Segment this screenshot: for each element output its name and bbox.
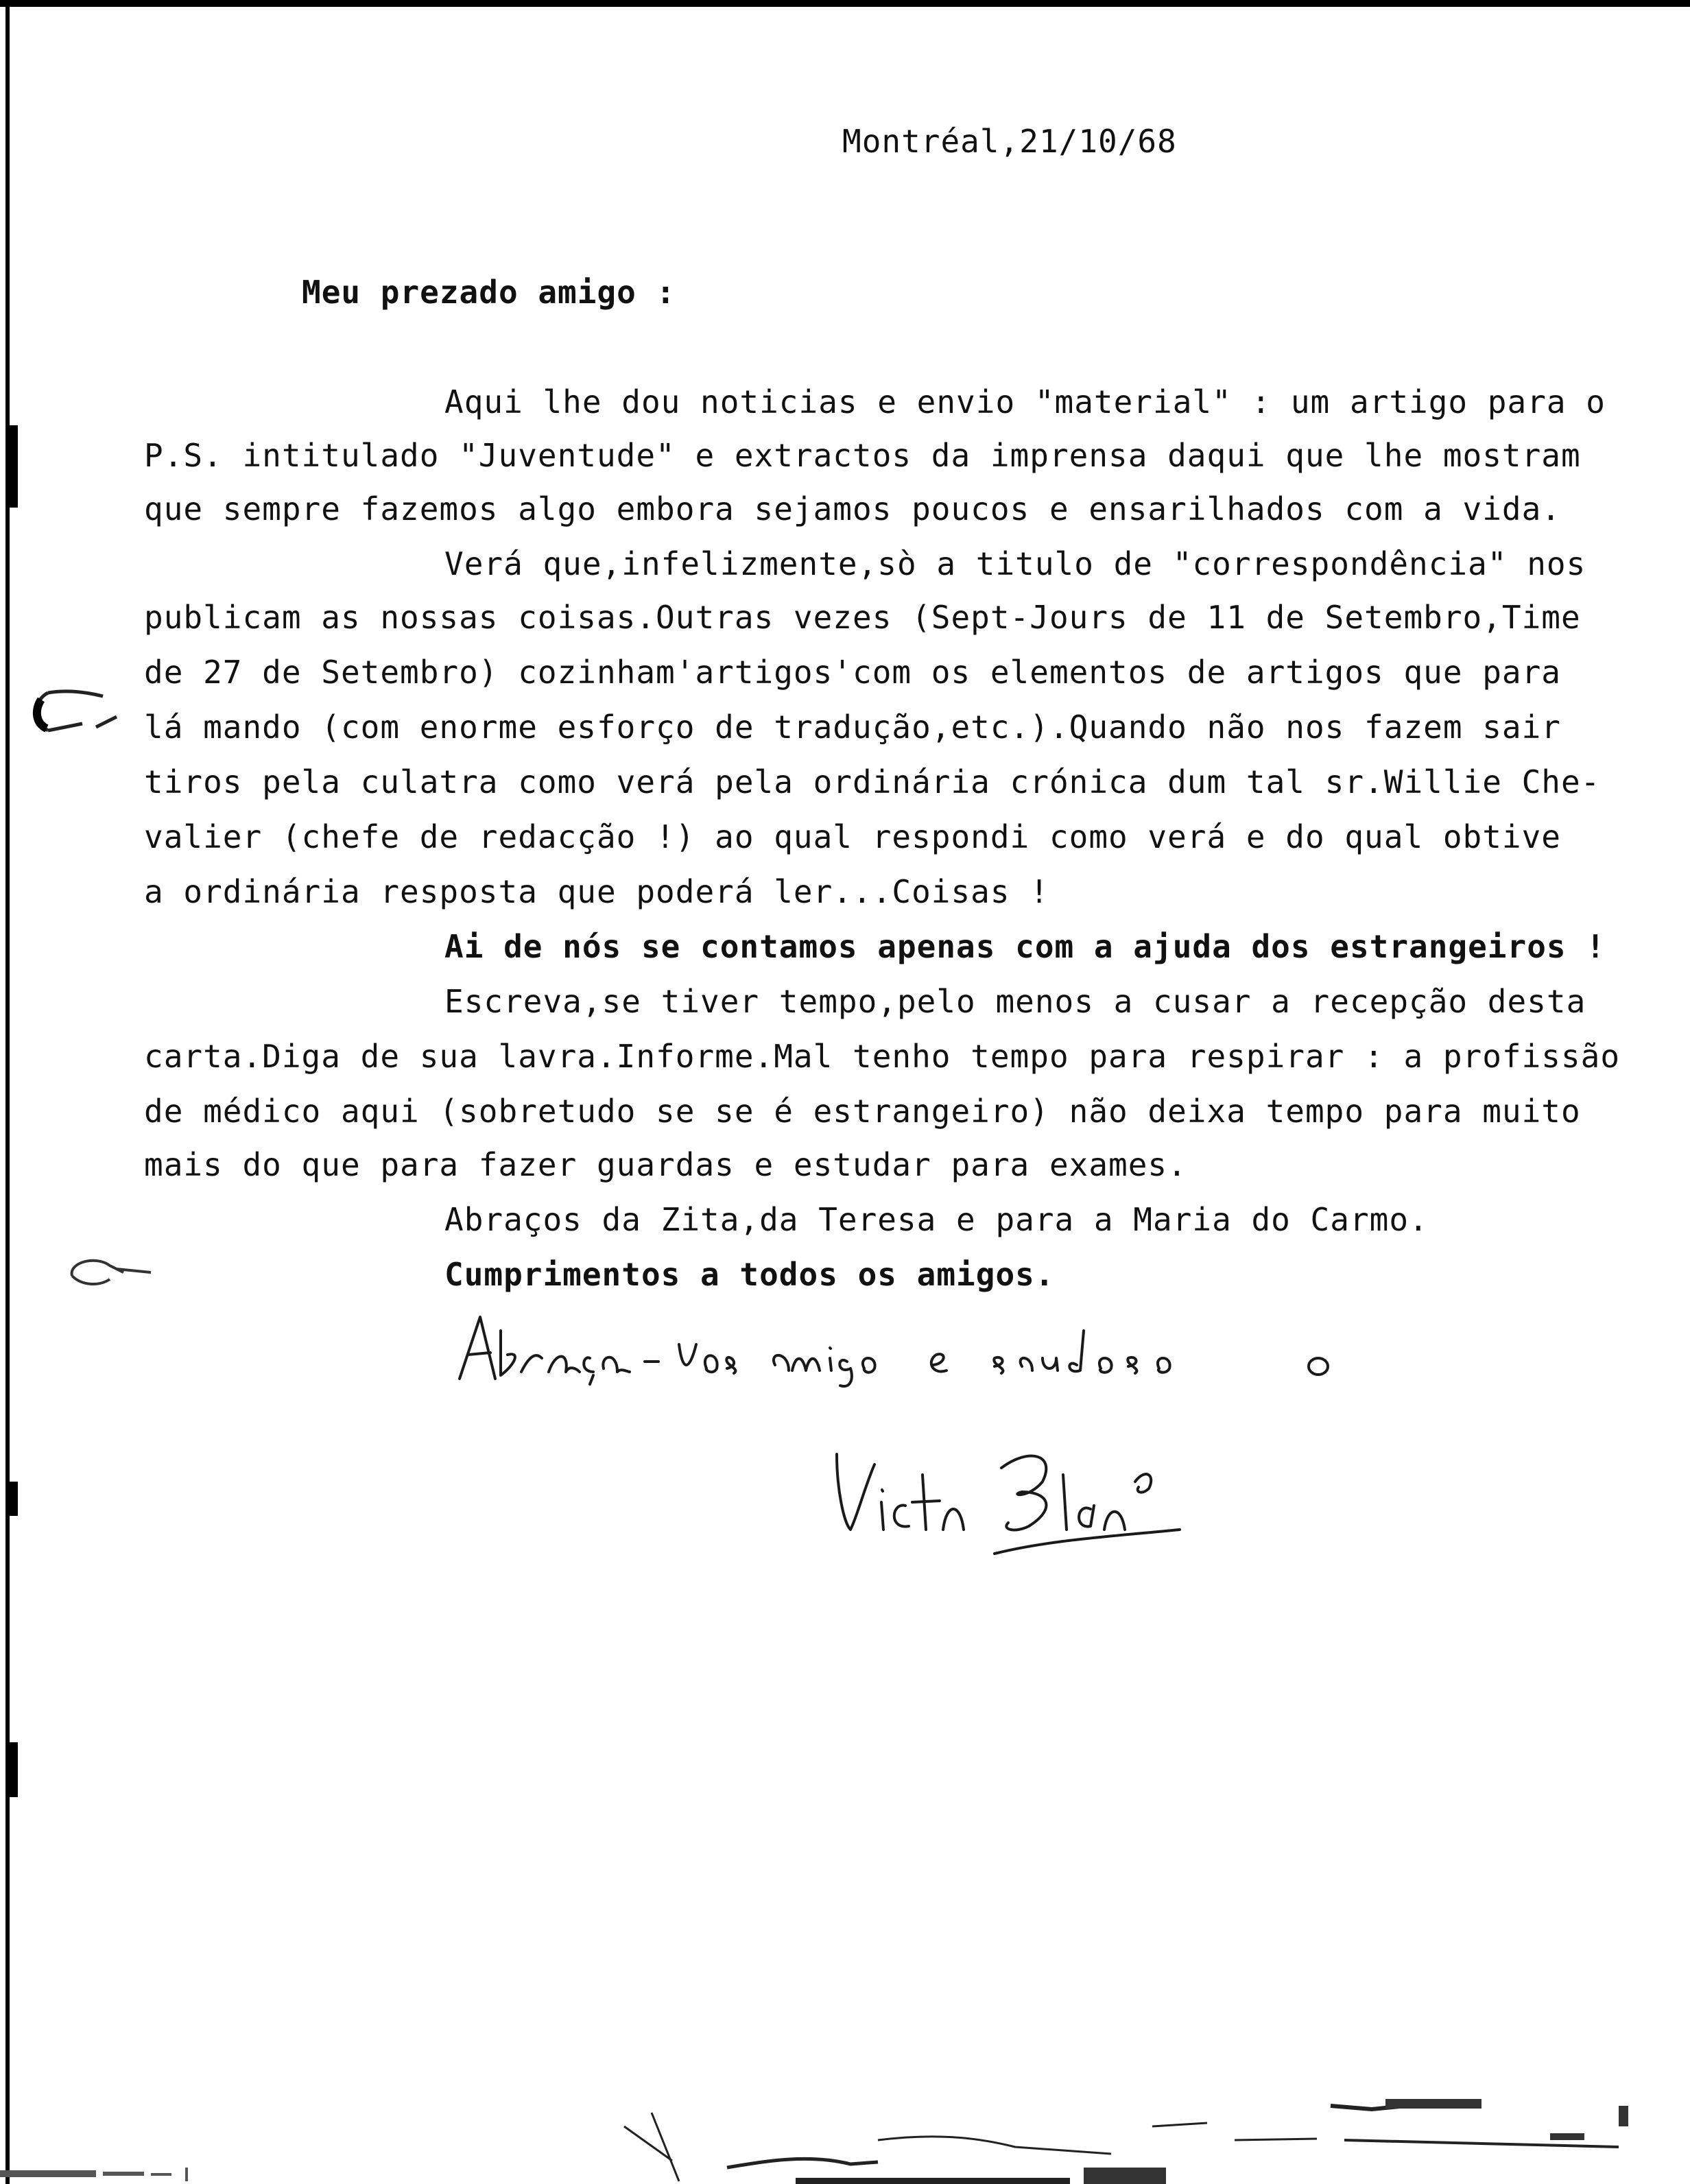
page-top-edge — [0, 0, 1690, 7]
body-line: P.S. intitulado "Juventude" e extractos da imprensa daqui que lhe mostram — [144, 437, 1581, 474]
margin-bracket-mark — [62, 1248, 171, 1303]
body-line: Abraços da Zita,da Teresa e para a Maria do Carmo. — [444, 1201, 1429, 1238]
body-line: Escreva,se tiver tempo,pelo menos a cusar a recepção desta — [444, 983, 1586, 1020]
scan-artifact — [0, 2154, 261, 2184]
margin-bracket-mark — [27, 679, 165, 755]
body-line: carta.Diga de sua lavra.Informe.Mal tenho tempo para respirar : a profissão — [144, 1038, 1621, 1075]
edge-mark — [7, 1742, 18, 1797]
body-line: mais do que para fazer guardas e estudar para exames. — [144, 1146, 1187, 1183]
edge-mark — [7, 1482, 18, 1516]
body-line: publicam as nossas coisas.Outras vezes (Sept-Jours de 11 de Setembro,Time — [144, 599, 1581, 636]
scan-artifact — [590, 2085, 1660, 2184]
body-line: tiros pela culatra como verá pela ordinária crónica dum tal sr.Willie Che- — [144, 763, 1601, 800]
page-left-edge — [5, 0, 10, 2184]
body-line: Aqui lhe dou noticias e envio "material" : um artigo para o — [444, 383, 1606, 420]
letter-salutation: Meu prezado amigo : — [302, 274, 676, 311]
letter-date: Montréal,21/10/68 — [842, 123, 1177, 160]
body-line: Ai de nós se contamos apenas com a ajuda dos estrangeiros ! — [444, 928, 1606, 965]
body-line: de 27 de Setembro) cozinham'artigos'com os elementos de artigos que para — [144, 654, 1561, 691]
body-line: de médico aqui (sobretudo se se é estrangeiro) não deixa tempo para muito — [144, 1093, 1581, 1130]
edge-mark — [7, 425, 18, 508]
body-line: Verá que,infelizmente,sò a titulo de "correspondência" nos — [444, 545, 1586, 582]
body-line: valier (chefe de redacção !) ao qual respondi como verá e do qual obtive — [144, 818, 1561, 855]
body-line: que sempre fazemos algo embora sejamos poucos e ensarilhados com a vida. — [144, 490, 1561, 527]
body-line: a ordinária resposta que poderá ler...Coisas ! — [144, 873, 1049, 910]
signature — [823, 1427, 1235, 1564]
body-line: lá mando (com enorme esforço de tradução,etc.).Quando não nos fazem sair — [144, 709, 1561, 746]
handwritten-closing — [453, 1303, 1358, 1392]
body-line: Cumprimentos a todos os amigos. — [444, 1256, 1055, 1293]
